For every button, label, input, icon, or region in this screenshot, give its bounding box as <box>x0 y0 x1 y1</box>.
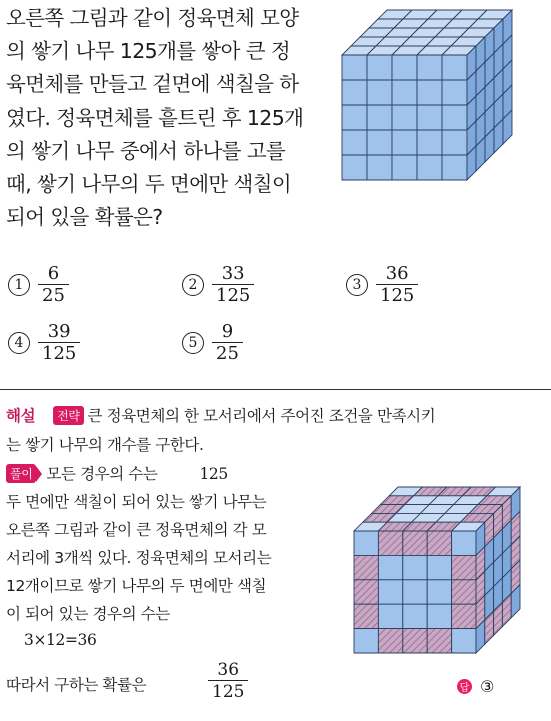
choice-fraction: $\frac{33}{125}$ <box>212 264 254 306</box>
cube-cell <box>342 130 367 155</box>
cube-cell <box>392 155 417 180</box>
cube-cell <box>342 155 367 180</box>
cube-cell <box>403 580 427 604</box>
cube-cell <box>378 531 402 555</box>
body-line: 12개이므로 쌓기 나무의 두 면에만 색칠 <box>6 577 267 595</box>
cube-cell <box>378 604 402 628</box>
cube-cell <box>442 105 467 130</box>
choice-fraction: $\frac{36}{125}$ <box>376 264 418 306</box>
cube-cell <box>427 580 451 604</box>
total-value: 125 <box>199 465 228 483</box>
question-line: 육면체를 만들고 겉면에 색칠을 하 <box>6 72 299 97</box>
cube-cell <box>403 531 427 555</box>
question-line: 의 쌓기 나무 중에서 하나를 고를 <box>6 138 286 163</box>
body-line: 오른쪽 그림과 같이 큰 정육면체의 각 모 <box>6 521 267 539</box>
cube-cell <box>367 155 392 180</box>
choice-marker: 1 <box>8 274 30 296</box>
choice-marker: 2 <box>182 274 204 296</box>
conclusion <box>6 673 146 695</box>
cube-cell <box>392 80 417 105</box>
cube-grid <box>342 10 512 180</box>
cube-cell <box>378 555 402 579</box>
cube-cell <box>367 130 392 155</box>
cube-cell <box>417 55 442 80</box>
cube-cell <box>442 80 467 105</box>
choice-fraction: $\frac{39}{125}$ <box>38 322 80 364</box>
solve-tag: 풀이 <box>6 464 36 483</box>
cube-figure <box>340 8 515 183</box>
equation: 3×12=36 <box>24 631 97 649</box>
question-line: 오른쪽 그림과 같이 정육면체 모양 <box>6 6 299 30</box>
cube-cell <box>342 105 367 130</box>
cube-cell <box>427 604 451 628</box>
cube-cell <box>392 130 417 155</box>
body-line: 두 면에만 색칠이 되어 있는 쌓기 나무는 <box>6 493 267 511</box>
cube-cell <box>403 555 427 579</box>
strategy-tag: 전략 <box>53 406 83 425</box>
choice-5[interactable] <box>182 322 243 364</box>
choice-marker: 5 <box>182 332 204 354</box>
cube-cell <box>378 629 402 653</box>
cube-cell <box>392 55 417 80</box>
cube-cell <box>354 580 378 604</box>
cube-cell <box>354 555 378 579</box>
cube-cell <box>452 555 476 579</box>
cube-cell <box>452 629 476 653</box>
answer-badge: 답 <box>457 679 472 694</box>
question-line: 되어 있을 확률은? <box>6 205 163 230</box>
cube-cell <box>392 105 417 130</box>
total-label: 모든 경우의 수는 <box>46 465 158 483</box>
question-line: 였다. 정육면체를 흩트린 후 125개 <box>6 105 304 130</box>
strategy-line <box>6 404 435 426</box>
choice-fraction: $\frac{9}{25}$ <box>212 322 243 364</box>
cube-cell <box>442 130 467 155</box>
cube-cell <box>403 629 427 653</box>
cube-cell <box>442 55 467 80</box>
choice-marker: 3 <box>346 274 368 296</box>
choice-1[interactable] <box>8 264 69 306</box>
cube-cell <box>403 604 427 628</box>
question-text <box>6 2 336 234</box>
question-line: 때, 쌓기 나무의 두 면에만 색칠이 <box>6 172 292 197</box>
section-divider <box>0 389 551 390</box>
cube-cell <box>442 155 467 180</box>
cube-cell <box>427 555 451 579</box>
strategy-line-2: 는 쌓기 나무의 개수를 구한다. <box>6 436 204 454</box>
solution-label: 해설 <box>6 407 36 425</box>
cube-cell <box>354 604 378 628</box>
result-fraction: $\frac{36}{125}$ <box>208 660 248 702</box>
body-line: 서리에 3개씩 있다. 정육면체의 모서리는 <box>6 549 272 567</box>
answer <box>457 677 494 696</box>
choice-3[interactable] <box>346 264 418 306</box>
cube-grid <box>354 487 520 653</box>
cube-cell <box>417 130 442 155</box>
tag-arrow-icon <box>36 466 42 482</box>
cube-figure-hatched <box>352 485 522 655</box>
total-line <box>6 462 228 484</box>
cube-cell <box>417 105 442 130</box>
body-line: 이 되어 있는 경우의 수는 <box>6 605 170 623</box>
cube-cell <box>427 531 451 555</box>
cube-cell <box>367 55 392 80</box>
cube-cell <box>342 80 367 105</box>
choice-4[interactable] <box>8 322 80 364</box>
choice-2[interactable] <box>182 264 254 306</box>
cube-cell <box>427 629 451 653</box>
answer-value: ③ <box>480 677 495 696</box>
question-line: 의 쌓기 나무 125개를 쌓아 큰 정 <box>6 39 291 64</box>
cube-cell <box>452 580 476 604</box>
cube-cell <box>417 80 442 105</box>
cube-cell <box>417 155 442 180</box>
strategy-text: 큰 정육면체의 한 모서리에서 주어진 조건을 만족시키 <box>87 407 436 425</box>
cube-cell <box>452 531 476 555</box>
cube-cell <box>342 55 367 80</box>
cube-cell <box>378 580 402 604</box>
choice-fraction: $\frac{6}{25}$ <box>38 264 69 306</box>
conclusion-text: 따라서 구하는 확률은 <box>6 676 147 694</box>
cube-cell <box>452 604 476 628</box>
cube-cell <box>367 105 392 130</box>
cube-cell <box>354 629 378 653</box>
cube-cell <box>367 80 392 105</box>
cube-cell <box>354 531 378 555</box>
choice-marker: 4 <box>8 332 30 354</box>
